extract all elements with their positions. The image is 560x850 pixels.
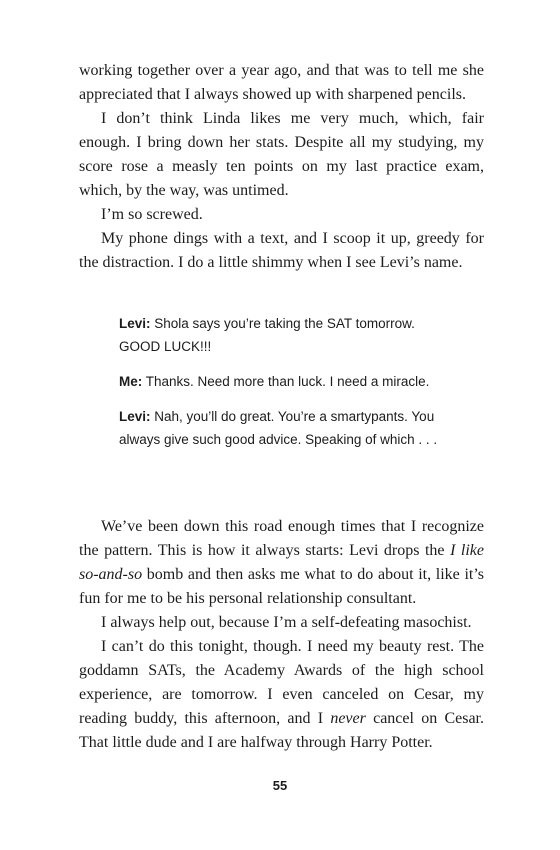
tonight-text-before: I can’t do this tonight, though. I need my beauty rest. The goddamn SATs, the Academy Awards of the high school experience, are tomorrow. I even canceled on Cesar, my reading buddy, this afternoon, and I — [79, 638, 484, 727]
emphasis-word: never — [330, 710, 366, 727]
text-message — [119, 312, 459, 358]
message-body: Thanks. Need more than luck. I need a miracle. — [142, 374, 430, 389]
paragraph-screwed: I’m so screwed. — [101, 206, 203, 223]
message-sender: Levi: — [119, 316, 151, 331]
paragraph-tonight — [79, 635, 484, 755]
emphasis-phrase: I like so-and-so — [79, 542, 485, 583]
paragraph-continuation: working together over a year ago, and that was to tell me she appreciated that I always showed up with sharpened pencils. — [79, 62, 484, 103]
top-prose — [79, 59, 484, 275]
bottom-prose — [79, 515, 484, 755]
paragraph-phone: My phone dings with a text, and I scoop it up, greedy for the distraction. I do a little shimmy when I see Levi’s name. — [79, 230, 484, 271]
message-body: Shola says you’re taking the SAT tomorrow. GOOD LUCK!!! — [119, 316, 415, 354]
message-sender: Levi: — [119, 409, 151, 424]
paragraph-linda: I don’t think Linda likes me very much, which, fair enough. I bring down her stats. Despite all my studying, my score rose a measly ten points on my last practice exam, which, by the way, was untimed. — [79, 110, 484, 199]
paragraph-pattern — [79, 515, 484, 611]
text-message — [119, 370, 459, 393]
pattern-text-before: We’ve been down this road enough times that I recognize the pattern. This is how it always starts: Levi drops the — [79, 518, 484, 559]
paragraph-help: I always help out, because I’m a self-defeating masochist. — [101, 614, 472, 631]
pattern-text-after: bomb and then asks me what to do about it, like it’s fun for me to be his personal relationship consultant. — [79, 566, 484, 607]
message-body: Nah, you’ll do great. You’re a smartypants. You always give such good advice. Speaking of which . . . — [119, 409, 438, 447]
message-sender: Me: — [119, 374, 143, 389]
text-message-thread — [119, 312, 459, 463]
tonight-text-after: cancel on Cesar. That little dude and I are halfway through Harry Potter. — [79, 710, 484, 751]
text-message — [119, 405, 459, 451]
page-number: 55 — [272, 778, 288, 793]
